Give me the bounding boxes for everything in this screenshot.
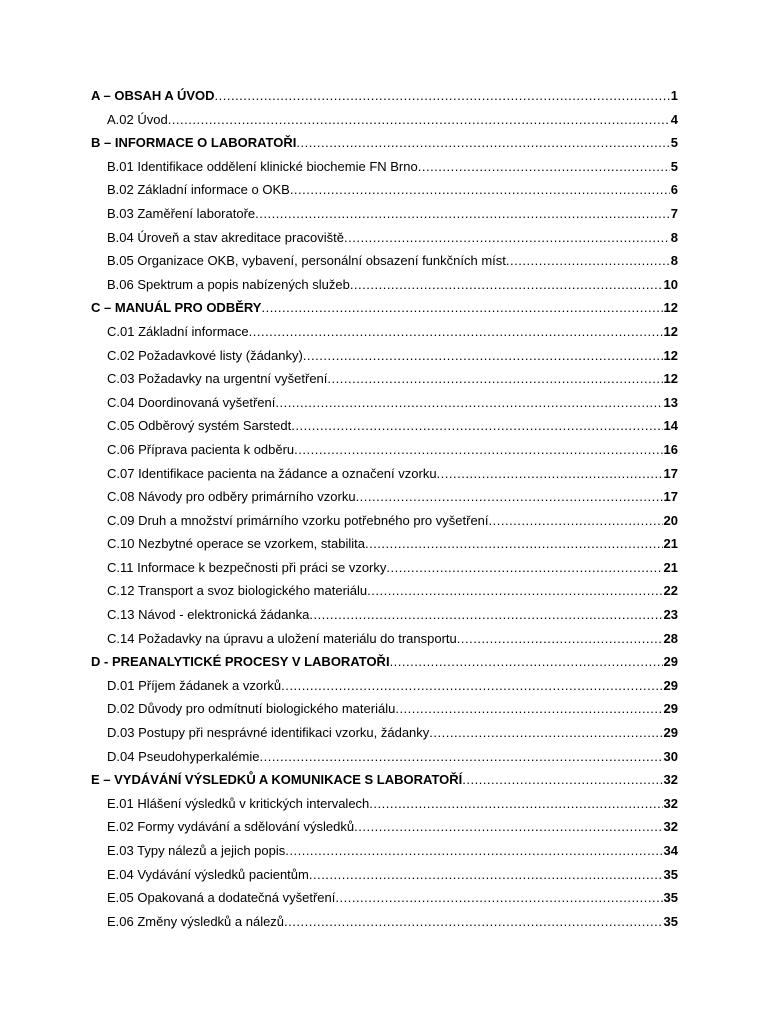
- toc-dot-leader: [354, 815, 662, 839]
- toc-entry-page-number: 35: [663, 866, 678, 882]
- toc-subsection-entry[interactable]: [91, 462, 678, 486]
- toc-section-entry[interactable]: [91, 650, 678, 674]
- toc-entry-title: C.03 Požadavky na urgentní vyšetření: [107, 371, 328, 387]
- toc-entry-title: C – MANUÁL PRO ODBĚRY: [91, 300, 262, 316]
- toc-subsection-entry[interactable]: [91, 178, 678, 202]
- toc-subsection-entry[interactable]: [91, 438, 678, 462]
- table-of-contents: [91, 84, 678, 933]
- toc-dot-leader: [291, 414, 662, 438]
- toc-entry-page-number: 6: [670, 182, 678, 198]
- toc-dot-leader: [290, 178, 670, 202]
- toc-section-entry[interactable]: [91, 296, 678, 320]
- toc-entry-page-number: 1: [670, 88, 678, 103]
- toc-entry-page-number: 29: [663, 701, 678, 717]
- toc-dot-leader: [429, 721, 662, 745]
- toc-entry-page-number: 34: [663, 843, 678, 858]
- toc-entry-title: E.06 Změny výsledků a nálezů: [107, 913, 285, 929]
- toc-entry-title: B – INFORMACE O LABORATOŘI: [91, 135, 297, 151]
- toc-entry-page-number: 30: [663, 748, 678, 764]
- toc-entry-page-number: 29: [663, 725, 678, 741]
- toc-entry-page-number: 7: [670, 205, 678, 221]
- toc-dot-leader: [261, 296, 662, 320]
- toc-entry-page-number: 35: [663, 890, 678, 906]
- toc-subsection-entry[interactable]: [91, 627, 678, 651]
- toc-subsection-entry[interactable]: [91, 202, 678, 226]
- toc-subsection-entry[interactable]: [91, 721, 678, 745]
- toc-entry-page-number: 21: [663, 559, 678, 575]
- toc-dot-leader: [350, 273, 663, 297]
- toc-dot-leader: [390, 650, 663, 674]
- toc-entry-page-number: 35: [663, 913, 678, 929]
- toc-entry-page-number: 12: [663, 347, 678, 363]
- toc-entry-page-number: 22: [663, 583, 678, 599]
- toc-dot-leader: [489, 509, 663, 533]
- toc-entry-page-number: 8: [670, 229, 678, 245]
- toc-dot-leader: [249, 320, 663, 344]
- toc-subsection-entry[interactable]: [91, 226, 678, 250]
- toc-subsection-entry[interactable]: [91, 815, 678, 839]
- toc-entry-page-number: 12: [663, 323, 678, 339]
- toc-dot-leader: [303, 344, 663, 368]
- toc-entry-title: B.01 Identifikace oddělení klinické biochemie FN Brno: [107, 158, 418, 174]
- toc-entry-title: B.04 Úroveň a stav akreditace pracoviště: [107, 229, 345, 245]
- toc-entry-title: D.01 Příjem žádanek a vzorků: [107, 677, 282, 693]
- toc-entry-title: E.02 Formy vydávání a sdělování výsledků: [107, 819, 355, 835]
- toc-entry-page-number: 20: [663, 512, 678, 528]
- toc-subsection-entry[interactable]: [91, 414, 678, 438]
- toc-entry-page-number: 5: [670, 135, 678, 151]
- toc-subsection-entry[interactable]: [91, 839, 678, 863]
- toc-entry-title: B.03 Zaměření laboratoře: [107, 205, 256, 221]
- toc-entry-page-number: 16: [663, 441, 678, 457]
- toc-dot-leader: [294, 438, 662, 462]
- toc-dot-leader: [344, 226, 670, 250]
- toc-entry-title: C.08 Návody pro odběry primárního vzorku: [107, 489, 356, 505]
- toc-subsection-entry[interactable]: [91, 863, 678, 887]
- toc-subsection-entry[interactable]: [91, 509, 678, 533]
- toc-entry-page-number: 12: [663, 300, 678, 316]
- toc-entry-title: C.10 Nezbytné operace se vzorkem, stabilita: [107, 536, 365, 552]
- toc-subsection-entry[interactable]: [91, 792, 678, 816]
- toc-dot-leader: [285, 839, 662, 863]
- toc-entry-title: C.09 Druh a množství primárního vzorku potřebného pro vyšetření: [107, 512, 489, 528]
- toc-entry-page-number: 13: [663, 394, 678, 410]
- toc-subsection-entry[interactable]: [91, 273, 678, 297]
- toc-subsection-entry[interactable]: [91, 320, 678, 344]
- toc-dot-leader: [437, 462, 663, 486]
- toc-entry-page-number: 5: [670, 158, 678, 174]
- toc-subsection-entry[interactable]: [91, 344, 678, 368]
- toc-dot-leader: [418, 155, 670, 179]
- toc-subsection-entry[interactable]: [91, 886, 678, 910]
- toc-entry-page-number: 23: [663, 607, 678, 623]
- toc-section-entry[interactable]: [91, 768, 678, 792]
- toc-dot-leader: [365, 532, 663, 556]
- toc-entry-title: D.04 Pseudohyperkalémie: [107, 748, 260, 764]
- toc-entry-title: E – VYDÁVÁNÍ VÝSLEDKŮ A KOMUNIKACE S LABORATOŘÍ: [91, 772, 463, 788]
- toc-entry-title: D - PREANALYTICKÉ PROCESY V LABORATOŘI: [91, 654, 390, 670]
- toc-subsection-entry[interactable]: [91, 674, 678, 698]
- toc-section-entry[interactable]: [91, 84, 678, 108]
- toc-entry-title: C.06 Příprava pacienta k odběru: [107, 441, 295, 457]
- toc-entry-title: C.02 Požadavkové listy (žádanky): [107, 347, 303, 363]
- toc-subsection-entry[interactable]: [91, 155, 678, 179]
- toc-entry-page-number: 4: [670, 111, 678, 127]
- toc-dot-leader: [168, 108, 670, 132]
- toc-subsection-entry[interactable]: [91, 603, 678, 627]
- toc-entry-title: C.05 Odběrový systém Sarstedt: [107, 418, 292, 434]
- toc-entry-page-number: 17: [663, 465, 678, 481]
- toc-entry-page-number: 21: [663, 536, 678, 552]
- toc-dot-leader: [275, 391, 662, 415]
- toc-subsection-entry[interactable]: [91, 367, 678, 391]
- toc-entry-page-number: 29: [663, 654, 678, 670]
- toc-entry-title: D.03 Postupy při nesprávné identifikaci vzorku, žádanky: [107, 725, 430, 741]
- toc-entry-title: B.06 Spektrum a popis nabízených služeb: [107, 276, 350, 292]
- toc-subsection-entry[interactable]: [91, 532, 678, 556]
- toc-entry-title: A – OBSAH A ÚVOD: [91, 88, 215, 103]
- toc-dot-leader: [327, 367, 662, 391]
- toc-entry-page-number: 28: [663, 630, 678, 646]
- toc-entry-page-number: 10: [663, 276, 678, 292]
- toc-subsection-entry[interactable]: [91, 108, 678, 132]
- toc-entry-title: E.05 Opakovaná a dodatečná vyšetření: [107, 890, 336, 906]
- toc-entry-title: D.02 Důvody pro odmítnutí biologického materiálu: [107, 701, 396, 717]
- toc-entry-title: C.14 Požadavky na úpravu a uložení materiálu do transportu: [107, 630, 457, 646]
- toc-entry-title: C.01 Základní informace: [107, 323, 249, 339]
- toc-entry-title: B.02 Základní informace o OKB: [107, 182, 290, 198]
- toc-entry-title: E.03 Typy nálezů a jejich popis: [107, 843, 286, 858]
- toc-entry-title: E.04 Vydávání výsledků pacientům: [107, 866, 309, 882]
- toc-dot-leader: [296, 131, 669, 155]
- toc-dot-leader: [309, 863, 663, 887]
- toc-section-entry[interactable]: [91, 131, 678, 155]
- toc-dot-leader: [356, 485, 663, 509]
- toc-dot-leader: [255, 202, 670, 226]
- toc-dot-leader: [506, 249, 670, 273]
- toc-entry-title: C.13 Návod - elektronická žádanka: [107, 607, 310, 623]
- toc-dot-leader: [335, 886, 662, 910]
- toc-entry-page-number: 32: [663, 795, 678, 811]
- toc-dot-leader: [259, 745, 662, 769]
- toc-entry-page-number: 12: [663, 371, 678, 387]
- toc-entry-page-number: 8: [670, 253, 678, 269]
- toc-entry-page-number: 32: [663, 819, 678, 835]
- toc-subsection-entry[interactable]: [91, 910, 678, 934]
- toc-dot-leader: [457, 627, 663, 651]
- toc-entry-title: C.04 Doordinovaná vyšetření: [107, 394, 276, 410]
- toc-dot-leader: [395, 697, 662, 721]
- toc-entry-title: C.11 Informace k bezpečnosti při práci se vzorky: [107, 559, 387, 575]
- toc-entry-title: C.07 Identifikace pacienta na žádance a označení vzorku: [107, 465, 437, 481]
- toc-subsection-entry[interactable]: [91, 249, 678, 273]
- toc-dot-leader: [462, 768, 662, 792]
- toc-subsection-entry[interactable]: [91, 485, 678, 509]
- toc-dot-leader: [309, 603, 662, 627]
- toc-subsection-entry[interactable]: [91, 556, 678, 580]
- toc-entry-page-number: 29: [663, 677, 678, 693]
- toc-entry-title: A.02 Úvod: [107, 111, 168, 127]
- toc-entry-title: E.01 Hlášení výsledků v kritických intervalech: [107, 795, 370, 811]
- toc-dot-leader: [386, 556, 662, 580]
- toc-dot-leader: [281, 674, 662, 698]
- toc-entry-title: C.12 Transport a svoz biologického materiálu: [107, 583, 368, 599]
- toc-dot-leader: [215, 84, 670, 108]
- toc-entry-title: B.05 Organizace OKB, vybavení, personální obsazení funkčních míst: [107, 253, 506, 269]
- toc-subsection-entry[interactable]: [91, 579, 678, 603]
- toc-dot-leader: [369, 792, 662, 816]
- toc-subsection-entry[interactable]: [91, 697, 678, 721]
- toc-subsection-entry[interactable]: [91, 391, 678, 415]
- toc-entry-page-number: 17: [663, 489, 678, 505]
- toc-entry-page-number: 32: [663, 772, 678, 788]
- toc-entry-page-number: 14: [663, 418, 678, 434]
- toc-dot-leader: [284, 910, 662, 934]
- toc-subsection-entry[interactable]: [91, 745, 678, 769]
- toc-dot-leader: [367, 579, 662, 603]
